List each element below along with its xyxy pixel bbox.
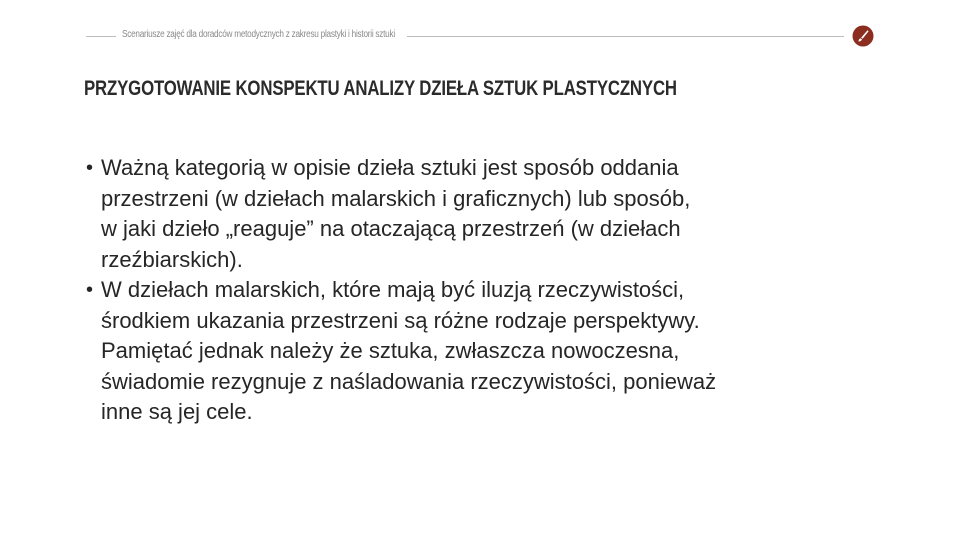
bullet-list bbox=[86, 153, 896, 428]
bullet-line: w jaki dzieło „reaguje” na otaczającą przestrzeń (w dziełach bbox=[101, 216, 681, 241]
bullet-line: rzeźbiarskich). bbox=[101, 246, 243, 272]
bullet-marker: • bbox=[86, 279, 94, 301]
bullet-line: świadomie rezygnuje z naśladowania rzeczywistości, ponieważ bbox=[101, 368, 717, 394]
slide-header bbox=[86, 24, 878, 50]
header-rule-right bbox=[407, 36, 844, 37]
bullet-line: Pamiętać jednak należy że sztuka, zwłaszcza nowoczesna, bbox=[101, 338, 680, 363]
brush-icon bbox=[852, 25, 874, 47]
header-subtitle: Scenariusze zajęć dla doradców metodycznych z zakresu plastyki i historii sztuki bbox=[122, 29, 395, 40]
bullet-item bbox=[86, 275, 896, 428]
bullet-marker: • bbox=[86, 157, 94, 179]
header-rule-left bbox=[86, 36, 116, 37]
slide-title: PRZYGOTOWANIE KONSPEKTU ANALIZY DZIEŁA SZTUK PLASTYCZNYCH bbox=[84, 77, 677, 100]
bullet-item bbox=[86, 153, 896, 275]
bullet-line: inne są jej cele. bbox=[101, 399, 253, 424]
bullet-line: W dziełach malarskich, które mają być iluzją rzeczywistości, bbox=[101, 277, 685, 302]
bullet-line: przestrzeni (w dziełach malarskich i graficznych) lub sposób, bbox=[101, 185, 691, 211]
bullet-line: środkiem ukazania przestrzeni są różne rodzaje perspektywy. bbox=[101, 307, 700, 333]
bullet-line: Ważną kategorią w opisie dzieła sztuki jest sposób oddania bbox=[101, 155, 679, 180]
